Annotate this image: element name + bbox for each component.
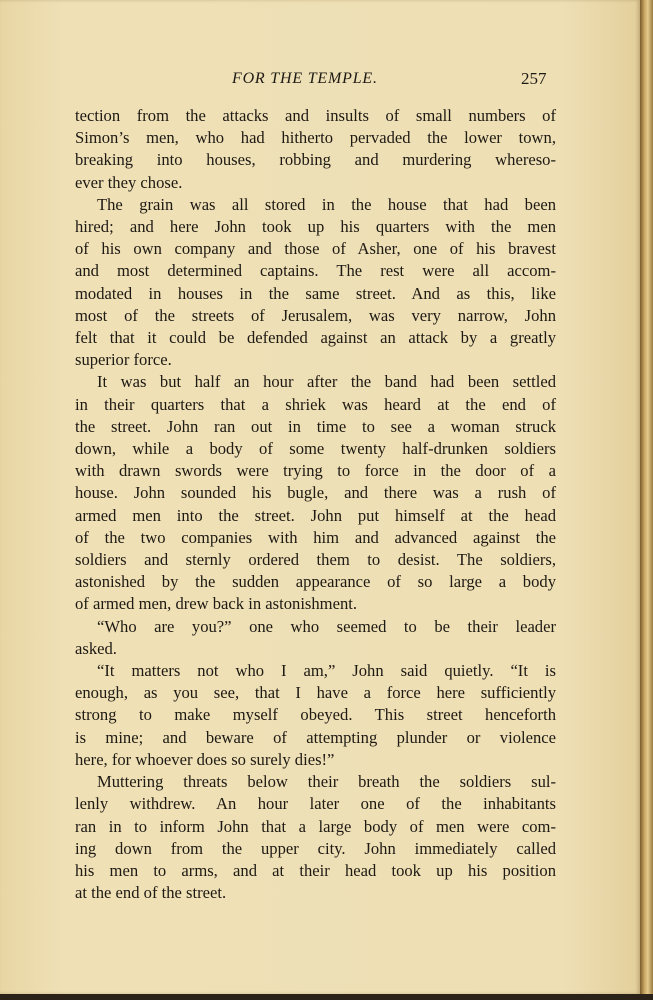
text-line: is mine; and beware of attempting plunder or violence: [75, 727, 556, 747]
text-line: modated in houses in the same street. And as this, like: [75, 283, 556, 303]
text-line: his men to arms, and at their head took up his position: [75, 860, 556, 880]
text-line: The grain was all stored in the house that had been: [97, 194, 556, 214]
text-line: of his own company and those of Asher, one of his bravest: [75, 239, 556, 259]
running-head: FOR THE TEMPLE.: [232, 70, 378, 87]
text-line: It was but half an hour after the band had been settled: [97, 372, 556, 392]
text-line: hired; and here John took up his quarters with the men: [75, 217, 556, 237]
text-line: felt that it could be defended against an attack by a greatly: [75, 328, 556, 348]
text-line: superior force.: [75, 350, 172, 370]
text-line: strong to make myself obeyed. This street henceforth: [75, 705, 556, 725]
page-header: [0, 70, 640, 94]
text-line: at the end of the street.: [75, 883, 227, 903]
text-line: of armed men, drew back in astonishment.: [75, 594, 358, 614]
page-bottom-edge: [0, 994, 653, 1000]
text-line: in their quarters that a shriek was heard at the end of: [75, 394, 556, 414]
text-line: asked.: [75, 638, 117, 658]
text-line: soldiers and sternly ordered them to desist. The soldiers,: [75, 550, 556, 570]
text-line: house. John sounded his bugle, and there was a rush of: [75, 483, 556, 503]
text-line: ing down from the upper city. John immediately called: [75, 838, 556, 858]
text-line: ever they chose.: [75, 172, 183, 192]
text-line: here, for whoever does so surely dies!”: [75, 749, 335, 769]
text-line: the street. John ran out in time to see a woman struck: [75, 416, 556, 436]
text-line: most of the streets of Jerusalem, was very narrow, John: [75, 305, 556, 325]
text-line: and most determined captains. The rest were all accom-: [75, 261, 556, 281]
text-line: Muttering threats below their breath the soldiers sul-: [97, 772, 556, 792]
text-line: astonished by the sudden appearance of so large a body: [75, 572, 556, 592]
text-line: “It matters not who I am,” John said quietly. “It is: [97, 661, 556, 681]
text-line: down, while a body of some twenty half-drunken soldiers: [75, 439, 556, 459]
text-line: armed men into the street. John put himself at the head: [75, 505, 556, 525]
text-line: tection from the attacks and insults of small numbers of: [75, 106, 556, 125]
text-line: enough, as you see, that I have a force here sufficiently: [75, 683, 556, 703]
page-number: 257: [521, 69, 547, 88]
text-line: lenly withdrew. An hour later one of the inhabitants: [75, 794, 556, 814]
body-text: [75, 105, 556, 904]
text-line: with drawn swords were trying to force in the door of a: [75, 461, 556, 481]
text-line: ran in to inform John that a large body of men were com-: [75, 816, 556, 836]
book-spine-edge: [640, 0, 653, 1000]
text-line: Simon’s men, who had hitherto pervaded the lower town,: [75, 128, 556, 148]
text-line: of the two companies with him and advanced against the: [75, 527, 556, 547]
text-line: “Who are you?” one who seemed to be their leader: [97, 616, 556, 636]
text-line: breaking into houses, robbing and murdering whereso-: [75, 150, 556, 170]
